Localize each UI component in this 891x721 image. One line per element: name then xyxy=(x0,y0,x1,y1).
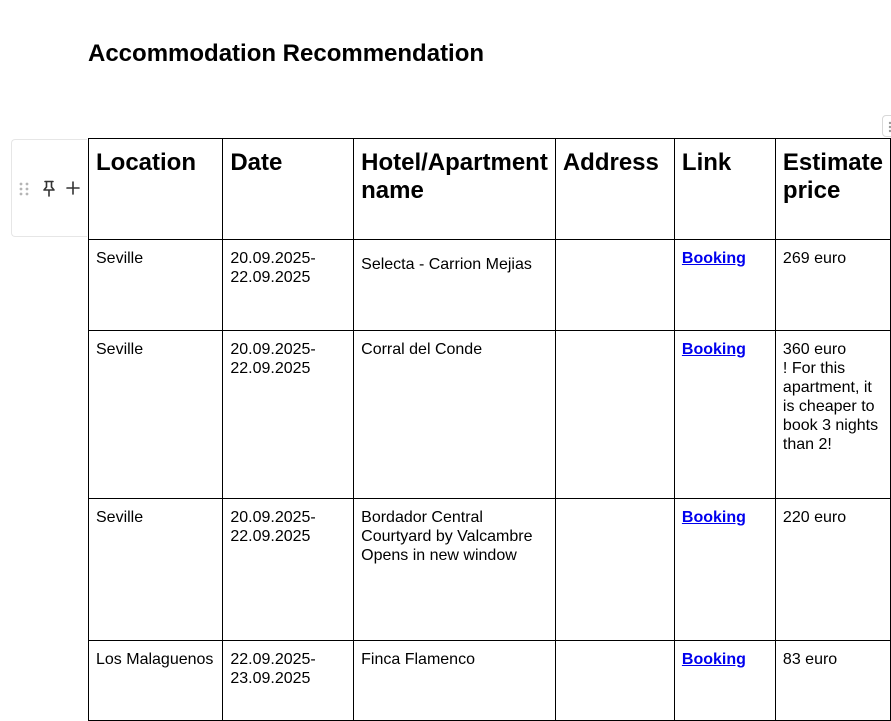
header-date: Date xyxy=(223,139,354,240)
column-drag-handle[interactable] xyxy=(882,115,891,137)
table-row xyxy=(89,641,891,721)
cell-hotel xyxy=(354,499,556,641)
cell-date: 22.09.2025-23.09.2025 xyxy=(223,641,354,721)
cell-hotel xyxy=(354,641,556,721)
table-row xyxy=(89,240,891,331)
cell-price xyxy=(775,331,890,499)
cell-address xyxy=(555,641,674,721)
table-header-row xyxy=(89,139,891,240)
header-location: Location xyxy=(89,139,223,240)
price-value: 269 euro xyxy=(782,250,847,267)
cell-location: Seville xyxy=(89,240,223,331)
cell-link xyxy=(674,641,775,721)
page-title: Accommodation Recommendation xyxy=(88,40,485,67)
table-row xyxy=(89,499,891,641)
booking-link[interactable]: Booking xyxy=(681,250,746,267)
row-toolbar xyxy=(11,139,87,237)
booking-link[interactable]: Booking xyxy=(681,341,746,358)
cell-link xyxy=(674,331,775,499)
price-value: 220 euro xyxy=(782,509,847,526)
header-hotel-name: Hotel/Apartment name xyxy=(354,139,556,240)
hotel-name: Bordador Central Courtyard by Valcambre Opens in new window xyxy=(361,509,533,564)
table-row xyxy=(89,331,891,499)
pin-icon[interactable] xyxy=(42,180,56,197)
cell-date: 20.09.2025-22.09.2025 xyxy=(223,331,354,499)
price-value: 360 euro xyxy=(782,341,847,358)
price-value: 83 euro xyxy=(782,651,838,668)
booking-link[interactable]: Booking xyxy=(681,651,746,668)
cell-location: Seville xyxy=(89,499,223,641)
accommodation-table xyxy=(88,138,891,721)
cell-hotel xyxy=(354,331,556,499)
column-drag-handle-icon xyxy=(887,121,891,133)
plus-icon[interactable] xyxy=(66,181,80,195)
cell-price xyxy=(775,499,890,641)
header-link: Link xyxy=(674,139,775,240)
hotel-name: Finca Flamenco xyxy=(361,651,475,668)
hotel-name: Selecta - Carrion Mejias xyxy=(361,256,532,273)
cell-hotel xyxy=(354,240,556,331)
cell-address xyxy=(555,240,674,331)
hotel-name: Corral del Conde xyxy=(361,341,483,358)
booking-link[interactable]: Booking xyxy=(681,509,746,526)
cell-location: Seville xyxy=(89,331,223,499)
cell-link xyxy=(674,499,775,641)
header-estimate-price: Estimate price xyxy=(775,139,890,240)
cell-date: 20.09.2025-22.09.2025 xyxy=(223,240,354,331)
price-note: ! For this apartment, it is cheaper to book 3 nights than 2! xyxy=(782,360,879,453)
cell-link xyxy=(674,240,775,331)
cell-date: 20.09.2025-22.09.2025 xyxy=(223,499,354,641)
cell-price xyxy=(775,240,890,331)
cell-price xyxy=(775,641,890,721)
drag-handle-icon[interactable] xyxy=(19,182,29,196)
cell-address xyxy=(555,331,674,499)
cell-location: Los Malaguenos xyxy=(89,641,223,721)
header-address: Address xyxy=(555,139,674,240)
cell-address xyxy=(555,499,674,641)
